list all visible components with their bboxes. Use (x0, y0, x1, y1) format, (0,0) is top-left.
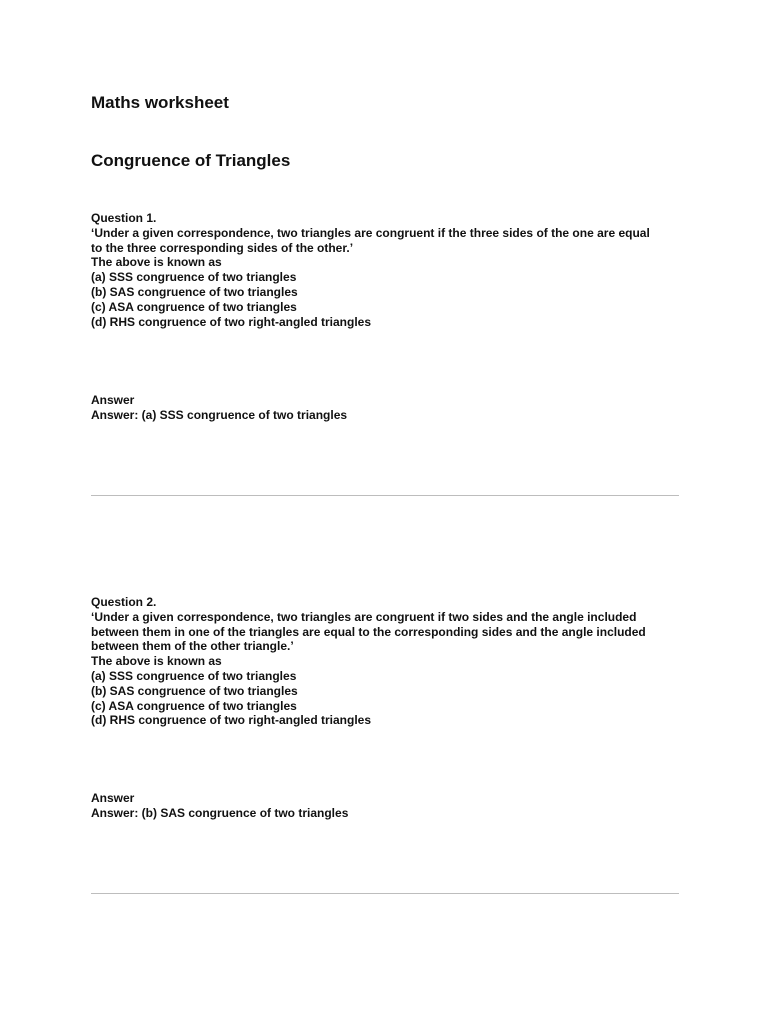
question-2-block (91, 595, 691, 728)
answer-text: Answer: (a) SSS congruence of two triangles (91, 407, 348, 422)
question-prompt: The above is known as (91, 255, 222, 270)
answer-text: Answer: (b) SAS congruence of two triangles (91, 805, 349, 820)
question-prompt: The above is known as (91, 654, 222, 669)
answer-2-block (91, 791, 348, 821)
answer-1-block (91, 393, 347, 423)
option-b: (b) SAS congruence of two triangles (91, 683, 298, 698)
question-statement-line: to the three corresponding sides of the other.’ (91, 240, 354, 255)
answer-heading: Answer (91, 393, 135, 407)
question-statement-line: ‘Under a given correspondence, two triangles are congruent if two sides and the angle included (91, 609, 637, 624)
question-statement-line: between them in one of the triangles are equal to the corresponding sides and the angle included (91, 624, 646, 639)
option-c: (c) ASA congruence of two triangles (91, 299, 297, 314)
section-divider (91, 893, 679, 894)
question-1-block (91, 211, 691, 329)
option-a: (a) SSS congruence of two triangles (91, 270, 297, 285)
worksheet-title: Maths worksheet (91, 93, 229, 112)
option-b: (b) SAS congruence of two triangles (91, 284, 298, 299)
question-statement-line: between them of the other triangle.’ (91, 639, 294, 654)
section-divider (91, 495, 679, 496)
option-d: (d) RHS congruence of two right-angled triangles (91, 713, 372, 728)
question-label: Question 2. (91, 595, 157, 609)
answer-heading: Answer (91, 791, 135, 805)
option-d: (d) RHS congruence of two right-angled triangles (91, 314, 372, 329)
topic-heading: Congruence of Triangles (91, 151, 291, 170)
option-a: (a) SSS congruence of two triangles (91, 668, 297, 683)
question-label: Question 1. (91, 211, 157, 225)
option-c: (c) ASA congruence of two triangles (91, 698, 297, 713)
question-statement-line: ‘Under a given correspondence, two triangles are congruent if the three sides of the one are equal (91, 225, 650, 240)
